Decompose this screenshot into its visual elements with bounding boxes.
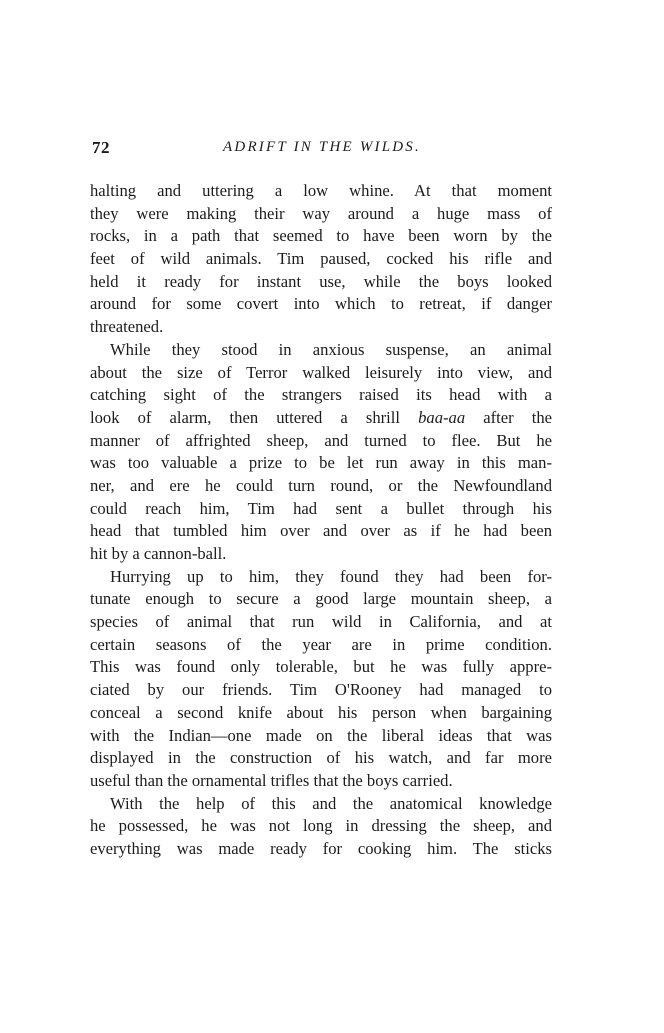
text-line: While they stood in anxious suspense, an animal (110, 339, 552, 359)
text-line: with the Indian—one made on the liberal ideas that was (90, 725, 552, 745)
text-line: ciated by our friends. Tim O'Rooney had managed to (90, 680, 552, 700)
text-line: species of animal that run wild in California, and at (90, 612, 552, 632)
italic-word: baa-aa (418, 407, 466, 427)
page-number: 72 (92, 138, 110, 157)
text-line: conceal a second knife about his person when bargaining (90, 702, 552, 722)
text-line: This was found only tolerable, but he was fully appre- (90, 657, 552, 677)
text-line: could reach him, Tim had sent a bullet through his (90, 498, 552, 518)
text-line: around for some covert into which to retreat, if danger (90, 294, 552, 314)
text-line: rocks, in a path that seemed to have been worn by the (90, 226, 552, 246)
text-line: feet of wild animals. Tim paused, cocked his rifle and (90, 249, 552, 269)
text-line: look of alarm, then uttered a shrill baa-aa after the (90, 407, 552, 427)
text-line: hit by a cannon-ball. (90, 544, 227, 563)
body-text (90, 180, 552, 861)
text-line: With the help of this and the anatomical knowledge (110, 793, 552, 813)
text-line: he possessed, he was not long in dressing the sheep, and (90, 816, 552, 836)
text-line: they were making their way around a huge mass of (90, 203, 552, 223)
text-line: displayed in the construction of his watch, and far more (90, 748, 552, 768)
page-header (92, 138, 552, 162)
text-line: threatened. (90, 317, 164, 337)
text-line: everything was made ready for cooking him. The sticks (90, 838, 552, 858)
text-line: manner of affrighted sheep, and turned to flee. But he (90, 430, 552, 450)
text-line: halting and uttering a low whine. At that moment (90, 181, 552, 200)
text-line: held it ready for instant use, while the boys looked (90, 271, 552, 291)
text-line: Hurrying up to him, they found they had been for- (110, 566, 552, 586)
text-line: head that tumbled him over and over as if he had been (90, 521, 552, 541)
text-line: catching sight of the strangers raised its head with a (90, 385, 552, 405)
text-line: certain seasons of the year are in prime condition. (90, 634, 552, 654)
text-line: about the size of Terror walked leisurely into view, and (90, 362, 552, 382)
text-line: tunate enough to secure a good large mountain sheep, a (90, 589, 552, 609)
running-title: ADRIFT IN THE WILDS. (223, 139, 421, 155)
text-line: ner, and ere he could turn round, or the Newfoundland (90, 475, 552, 495)
text-line: was too valuable a prize to be let run away in this man- (90, 453, 552, 473)
text-line: useful than the ornamental trifles that the boys carried. (90, 770, 453, 790)
